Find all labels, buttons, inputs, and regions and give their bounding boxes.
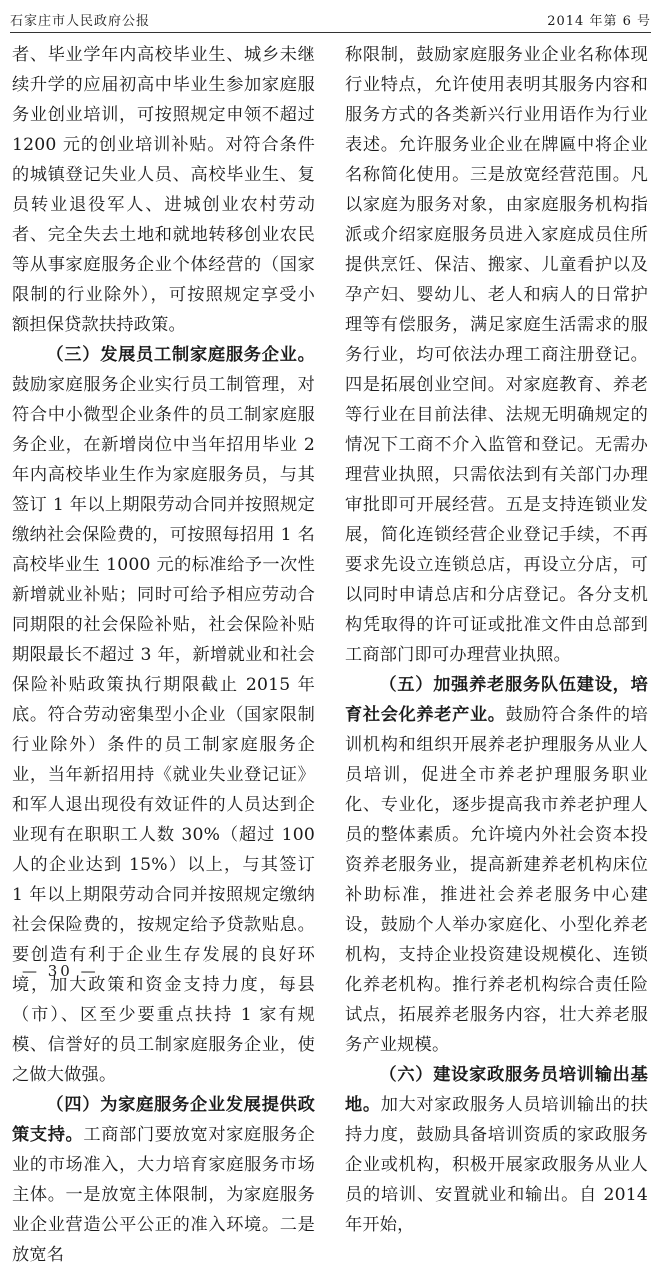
paragraph-text: 者、毕业学年内高校毕业生、城乡未继续升学的应届初高中毕业生参加家庭服务业创业培训，可按照规定申领不超过 1200 元的创业培训补贴。对符合条件的城镇登记失业人员、高校毕业生、复员转业退役军人、进城创业农村劳动者、完全失去土地和就地转移创业农民等从事家庭服务企业个体经营的（国家限制的行业除外），可按照规定享受小额担保贷款扶持政策。 [12,45,315,335]
paragraph [345,1060,648,1240]
paragraph-text: 鼓励家庭服务企业实行员工制管理，对符合中小微型企业条件的员工制家庭服务企业，在新增岗位中当年招用毕业 2 年内高校毕业生作为家庭服务员，与其签订 1 年以上期限劳动合同并按照规定缴纳社会保险费的，可按照每招用 1 名高校毕业生 1000 元的标准给予一次性新增就业补贴；同时可给予相应劳动合同期限的社会保险补贴，社会保险补贴期限最长不超过 3 年，新增就业和社会保险补贴政策执行期限截止 2015 年底。符合劳动密集型小企业（国家限制行业除外）条件的员工制家庭服务企业，当年新招用持《就业失业登记证》和军人退出现役有效证件的人员达到企业现有在职职工人数 30%（超过 100 人的企业达到 15%）以上，与其签订 1 年以上期限劳动合同并按照规定缴纳社会保险费的，按规定给予贷款贴息。要创造有利于企业生存发展的良好环境，加大政策和资金支持力度，每县（市）、区至少要重点扶持 1 家有规模、信誉好的员工制家庭服务企业，使之做大做强。 [12,375,315,1085]
page-number: — 30 — [22,962,99,980]
paragraph-text: 加大对家政服务人员培训输出的扶持力度，鼓励具备培训资质的家政服务企业或机构，积极开展家政服务从业人员的培训、安置就业和输出。自 2014 年开始， [345,1095,648,1235]
section-heading: （四）为家庭服务企业发展提供政策支持。 [12,1095,315,1145]
section-heading: （三）发展员工制家庭服务企业。 [46,345,315,365]
paragraph [12,1090,315,1270]
paragraph [12,40,315,340]
paragraph-text: 鼓励符合条件的培训机构和组织开展养老护理服务从业人员培训，促进全市养老护理服务职业化、专业化，逐步提高我市养老护理人员的整体素质。允许境内外社会资本投资养老服务业，提高新建养老机构床位补助标准，推进社会养老服务中心建设，鼓励个人举办家庭化、小型化养老机构，支持企业投资建设规模化、连锁化养老机构。推行养老机构综合责任险试点，拓展养老服务内容，壮大养老服务产业规模。 [345,705,648,1055]
section-heading: （五）加强养老服务队伍建设，培育社会化养老产业。 [345,675,648,725]
header-divider [10,32,651,33]
page-header [10,2,651,34]
paragraph-text: 称限制，鼓励家庭服务业企业名称体现行业特点，允许使用表明其服务内容和服务方式的各类新兴行业用语作为行业表述。允许服务业企业在牌匾中将企业名称简化使用。三是放宽经营范围。凡以家庭为服务对象，由家庭服务机构指派或介绍家庭服务员进入家庭成员住所提供烹饪、保洁、搬家、儿童看护以及孕产妇、婴幼儿、老人和病人的日常护理等有偿服务，满足家庭生活需求的服务行业，均可依法办理工商注册登记。四是拓展创业空间。对家庭教育、养老等行业在目前法律、法规无明确规定的情况下工商不介入监管和登记。无需办理营业执照，只需依法到有关部门办理审批即可开展经营。五是支持连锁业发展，简化连锁经营企业登记手续，不再要求先设立连锁总店，再设立分店，可以同时申请总店和分店登记。各分支机构凭取得的许可证或批准文件由总部到工商部门即可办理营业执照。 [345,45,648,665]
paragraph [345,670,648,1060]
section-heading: （六）建设家政服务员培训输出基地。 [345,1065,648,1115]
paragraph-text: 工商部门要放宽对家庭服务企业的市场准入，大力培育家庭服务市场主体。一是放宽主体限制，为家庭服务业企业营造公平公正的准入环境。二是放宽名 [12,1125,315,1265]
issue-number: 2014 年第 6 号 [547,14,651,29]
paragraph [345,40,648,670]
left-column [12,40,315,1270]
publication-title: 石家庄市人民政府公报 [10,14,151,29]
right-column [345,40,648,1240]
